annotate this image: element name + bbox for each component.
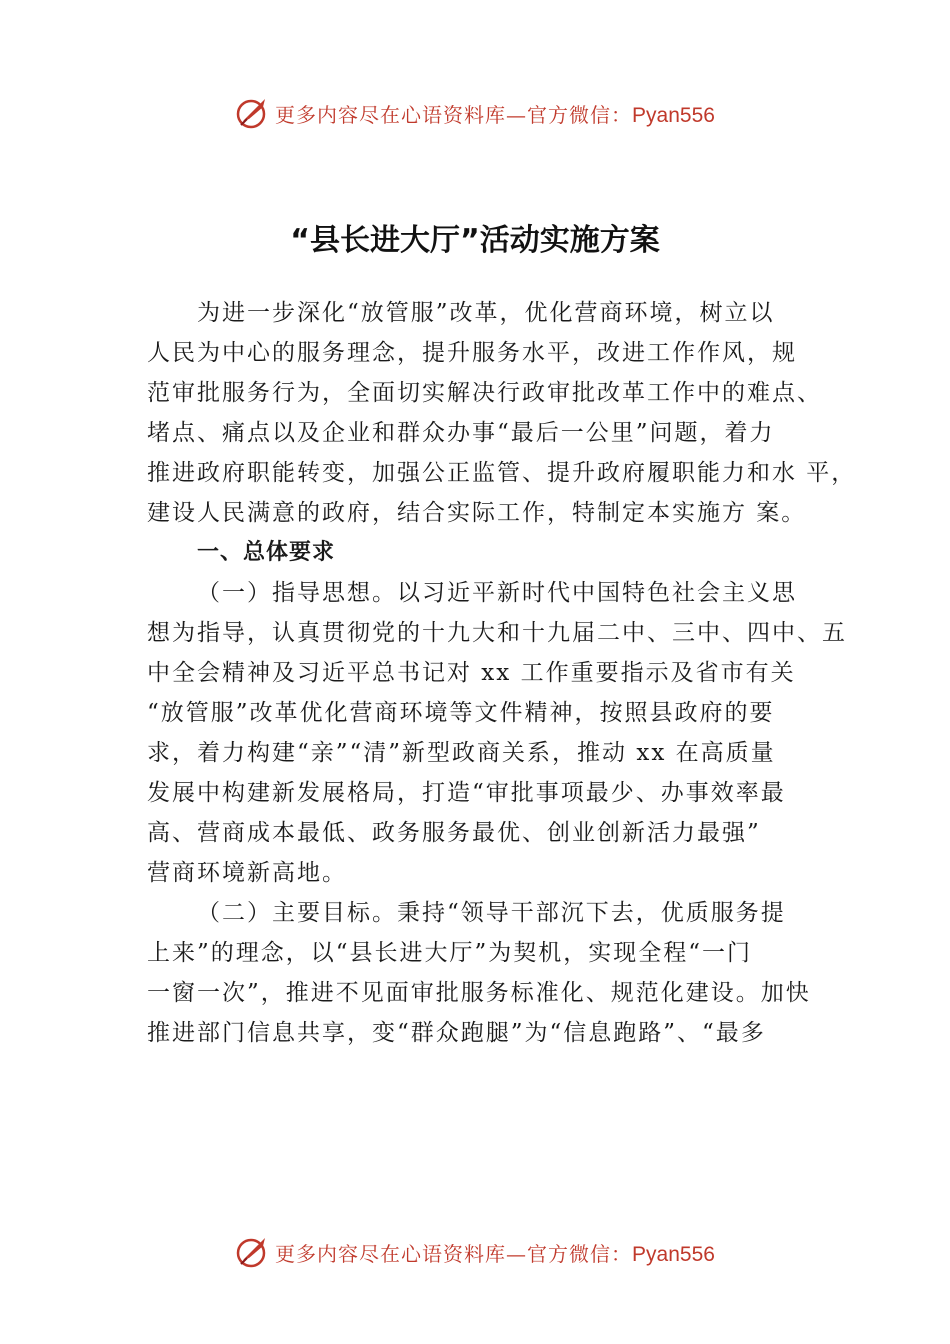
para1-line: 营商环境新高地。 bbox=[147, 860, 347, 886]
quill-logo-icon bbox=[235, 95, 271, 131]
intro-line: 为进一步深化“放管服”改革，优化营商环境，树立以 bbox=[197, 300, 775, 326]
intro-line: 推进政府职能转变，加强公正监管、提升政府履职能力和水 平， bbox=[147, 460, 857, 486]
watermark-text: 更多内容尽在心语资料库—官方微信：Pyan556 bbox=[275, 1241, 715, 1266]
para1-line: “放管服”改革优化营商环境等文件精神，按照县政府的要 bbox=[147, 700, 775, 726]
para1-line: 高、营商成本最低、政务服务最优、创业创新活力最强” bbox=[147, 820, 761, 846]
watermark-banner-top bbox=[0, 93, 950, 133]
para1-line: （一）指导思想。以习近平新时代中国特色社会主义思 bbox=[197, 580, 797, 606]
document-body bbox=[147, 293, 857, 1053]
para1-line: 求，着力构建“亲”“清”新型政商关系，推动 xx 在高质量 bbox=[147, 740, 776, 766]
para2-line: 一窗一次”，推进不见面审批服务标准化、规范化建设。加快 bbox=[147, 980, 811, 1006]
intro-line: 建设人民满意的政府，结合实际工作，特制定本实施方 案。 bbox=[147, 500, 807, 526]
intro-line: 范审批服务行为，全面切实解决行政审批改革工作中的难点、 bbox=[147, 380, 822, 406]
para2-line: 上来”的理念，以“县长进大厅”为契机，实现全程“一门 bbox=[147, 940, 753, 966]
watermark-text: 更多内容尽在心语资料库—官方微信：Pyan556 bbox=[275, 102, 715, 127]
document-title: “县长进大厅”活动实施方案 bbox=[290, 223, 660, 258]
para2-line: （二）主要目标。秉持“领导干部沉下去，优质服务提 bbox=[197, 900, 786, 926]
para2-line: 推进部门信息共享，变“群众跑腿”为“信息跑路”、“最多 bbox=[147, 1020, 766, 1046]
watermark-banner-bottom bbox=[0, 1232, 950, 1272]
para1-line: 想为指导，认真贯彻党的十九大和十九届二中、三中、四中、五 bbox=[147, 620, 847, 646]
wechat-id: Pyan556 bbox=[632, 1242, 715, 1266]
para1-line: 发展中构建新发展格局，打造“审批事项最少、办事效率最 bbox=[147, 780, 786, 806]
intro-line: 堵点、痛点以及企业和群众办事“最后一公里”问题，着力 bbox=[147, 420, 775, 446]
wechat-id: Pyan556 bbox=[632, 103, 715, 127]
para1-line: 中全会精神及习近平总书记对 xx 工作重要指示及省市有关 bbox=[147, 660, 796, 686]
intro-line: 人民为中心的服务理念，提升服务水平，改进工作作风，规 bbox=[147, 340, 797, 366]
quill-logo-icon bbox=[235, 1234, 271, 1270]
section-heading: 一、总体要求 bbox=[197, 540, 336, 565]
